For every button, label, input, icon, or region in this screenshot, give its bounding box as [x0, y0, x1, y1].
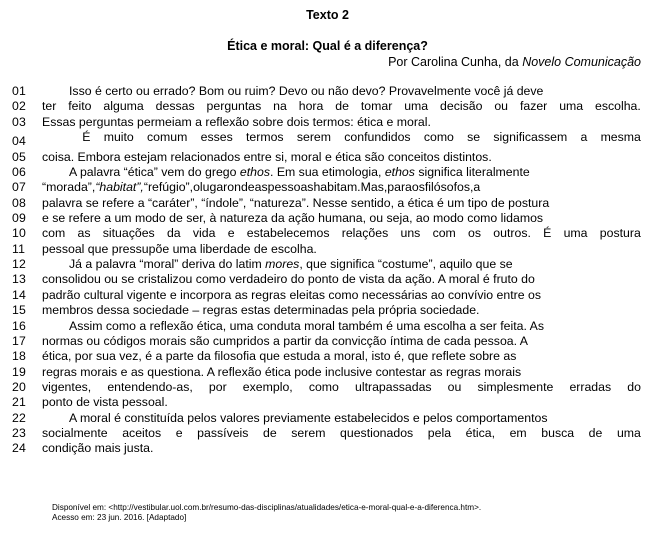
word: exemplo,	[242, 379, 293, 394]
text-run: Assim como a reflexão ética, uma conduta moral também é uma escolha a ser feita. As	[69, 318, 545, 333]
text-run: os	[411, 180, 425, 195]
word: mesma	[600, 130, 641, 145]
line-number: 03	[12, 114, 27, 129]
word: e	[227, 226, 235, 241]
word: ou	[447, 379, 462, 394]
line-content	[42, 441, 153, 456]
text-run: significa literalmente	[414, 165, 530, 180]
text-line	[12, 226, 641, 241]
word: e	[175, 425, 183, 440]
text-line	[12, 115, 641, 130]
text-line	[12, 380, 641, 395]
line-number: 19	[12, 364, 27, 379]
line-text	[42, 426, 641, 441]
word: confundidos	[344, 130, 411, 145]
text-line	[12, 130, 641, 150]
line-content	[42, 165, 530, 180]
byline-publication: Novelo Comunicação	[522, 55, 641, 69]
word: hora	[298, 99, 324, 114]
line-number: 05	[12, 149, 27, 164]
line-content	[42, 288, 541, 303]
word: estabelecemos	[246, 226, 330, 241]
line-text	[42, 349, 641, 364]
line-text	[42, 303, 641, 318]
line-content	[42, 242, 317, 257]
text-line	[12, 395, 641, 410]
text-line	[12, 150, 641, 165]
text-line	[12, 441, 641, 456]
text-run: condição mais justa.	[42, 441, 154, 456]
line-text	[42, 365, 641, 380]
word: É	[82, 130, 91, 145]
line-text	[42, 441, 641, 456]
line-text	[42, 272, 641, 287]
text-run: lugar	[199, 180, 228, 195]
text-run: filósofos,	[424, 180, 474, 195]
word: por	[208, 379, 227, 394]
word: vida	[192, 226, 216, 241]
text-line	[12, 288, 641, 303]
word: passíveis	[197, 425, 249, 440]
text-run: pessoal que pressupõe uma liberdade de escolha.	[42, 241, 317, 256]
word: em	[509, 425, 527, 440]
line-content	[42, 334, 528, 349]
text-line	[12, 180, 641, 195]
line-text	[42, 99, 641, 114]
line-number: 09	[12, 211, 27, 226]
line-number: 14	[12, 287, 27, 302]
text-run: a	[473, 180, 481, 195]
word: alguma	[103, 99, 144, 114]
word: de	[588, 425, 603, 440]
line-content	[42, 272, 535, 287]
word: ultrapassadas	[355, 379, 432, 394]
text-run: , que significa “costume”, aquilo que se	[299, 257, 513, 272]
text-run: palavra se refere a “caráter”, “índole”, “natureza”. Nesse sentido, a ética é um tipo de postura	[42, 195, 550, 210]
text-line	[12, 84, 641, 99]
word: serem	[291, 425, 326, 440]
text-run: ponto de vista pessoal.	[42, 395, 168, 410]
word: significassem	[493, 130, 568, 145]
text-run: regras morais e as questiona. A reflexão ética pode inclusive contestar as regras morais	[42, 364, 522, 379]
line-text	[42, 242, 641, 257]
text-line	[12, 165, 641, 180]
word: feito	[68, 99, 92, 114]
word: simplesmente	[477, 379, 554, 394]
source-citation	[52, 503, 481, 524]
word: outros.	[493, 226, 531, 241]
line-number: 13	[12, 272, 27, 287]
text-line	[12, 334, 641, 349]
text-line	[12, 242, 641, 257]
word: questionados	[340, 425, 414, 440]
line-number: 12	[12, 257, 27, 272]
word: se	[467, 130, 481, 145]
word: vigentes,	[42, 379, 92, 394]
line-text	[42, 257, 641, 272]
text-line	[12, 365, 641, 380]
text-run: e se refere a um modo de ser, à natureza da ação humana, ou seja, ao modo como lidamos	[42, 211, 544, 226]
word: ou	[494, 99, 509, 114]
word: com	[432, 226, 456, 241]
text-run: Isso é certo ou errado? Bom ou ruim? Devo ou não devo? Provavelmente você já deve	[69, 84, 544, 98]
line-text	[42, 226, 641, 241]
line-number: 22	[12, 410, 27, 425]
line-content	[42, 180, 480, 195]
word: ética,	[465, 425, 496, 440]
text-run: o	[193, 180, 200, 195]
word: escolha.	[595, 99, 641, 114]
line-text	[42, 150, 641, 165]
word: uma	[559, 99, 584, 114]
word: na	[273, 99, 287, 114]
word: tomar	[360, 99, 393, 114]
line-number: 24	[12, 441, 27, 456]
text-line	[12, 99, 641, 114]
italic-term: mores	[265, 257, 300, 272]
text-line	[12, 349, 641, 364]
word: da	[166, 226, 181, 241]
line-number: 04	[12, 134, 27, 149]
word: comum	[147, 130, 188, 145]
line-content	[42, 349, 516, 364]
word: pela	[427, 425, 452, 440]
text-line	[12, 211, 641, 226]
line-number: 15	[12, 303, 27, 318]
line-text	[42, 115, 641, 130]
word: uma	[616, 425, 641, 440]
word: fazer	[519, 99, 548, 114]
line-content	[42, 395, 168, 410]
word: como	[423, 130, 454, 145]
word: do	[627, 379, 641, 394]
word: os	[468, 226, 482, 241]
text-run: . Em sua etimologia,	[269, 165, 385, 180]
text-line	[12, 272, 641, 287]
line-text	[42, 84, 641, 99]
word: de	[263, 425, 277, 440]
text-run: as	[254, 180, 268, 195]
line-number: 10	[12, 226, 27, 241]
word: uns	[400, 226, 421, 241]
source-access-line: Acesso em: 23 jun. 2016. [Adaptado]	[52, 513, 187, 523]
line-text	[42, 130, 641, 145]
line-content	[42, 84, 543, 99]
document-header: Texto 2	[306, 8, 349, 22]
line-content	[42, 150, 492, 165]
text-run: consolidou ou se cristalizou como verdadeiro do ponto de vista da ação. A moral é fruto do	[42, 272, 535, 287]
word: É	[543, 226, 552, 241]
word: perguntas	[206, 99, 262, 114]
byline-author: Por Carolina Cunha, da	[388, 55, 523, 69]
text-run: A palavra “ética” vem do grego	[69, 165, 240, 180]
text-line	[12, 319, 641, 334]
text-run: Essas perguntas permeiam a reflexão sobre dois termos: ética e moral.	[42, 114, 431, 129]
text-run: pessoas	[267, 180, 314, 195]
text-run: Já a palavra “moral” deriva do latim	[69, 257, 266, 272]
word: serem	[296, 130, 331, 145]
line-content	[42, 211, 543, 226]
line-content	[42, 319, 544, 334]
word: relações	[341, 226, 389, 241]
italic-term: “habitat”,	[95, 180, 144, 195]
word: com	[42, 226, 66, 241]
line-text	[42, 395, 641, 410]
word: decisão	[440, 99, 483, 114]
line-number: 20	[12, 379, 27, 394]
word: aceitos	[122, 425, 162, 440]
line-number: 06	[12, 165, 27, 180]
text-line	[12, 411, 641, 426]
text-run: habitam.	[313, 180, 361, 195]
line-text	[42, 196, 641, 211]
word: situações	[102, 226, 155, 241]
article-body	[0, 84, 655, 457]
line-number: 08	[12, 195, 27, 210]
word: entendendo-as,	[107, 379, 193, 394]
line-text	[42, 165, 641, 180]
text-run: membros dessa sociedade – regras estas determinadas pela própria sociedade.	[42, 303, 480, 318]
word: busca	[541, 425, 575, 440]
word: de	[335, 99, 349, 114]
word: como	[308, 379, 339, 394]
line-text	[42, 288, 641, 303]
word: erradas	[569, 379, 612, 394]
text-line	[12, 426, 641, 441]
byline	[0, 53, 655, 70]
line-number: 23	[12, 425, 27, 440]
text-line	[12, 257, 641, 272]
text-run: “morada”,	[42, 180, 96, 195]
word: socialmente	[42, 425, 108, 440]
text-run: A moral é constituída pelos valores previamente estabelecidos e pelos comportamentos	[69, 410, 548, 425]
line-text	[42, 211, 641, 226]
line-content	[42, 257, 513, 272]
text-run: coisa. Embora estejam relacionados entre si, moral e ética são conceitos distintos.	[42, 149, 492, 164]
line-number: 18	[12, 349, 27, 364]
text-run: Mas,	[360, 180, 388, 195]
line-text	[42, 334, 641, 349]
word: postura	[599, 226, 641, 241]
text-run: “refúgio”,	[143, 180, 194, 195]
line-content	[42, 303, 479, 318]
line-number: 07	[12, 180, 27, 195]
text-run: padrão cultural vigente e incorpora as regras eleitas como necessárias ao convívio entre os	[42, 287, 541, 302]
line-text	[42, 180, 641, 195]
source-url-line: Disponível em: <http://vestibular.uol.com.br/resumo-das-disciplinas/atualidades/etica-e-moral-qual-e-a-diferenca.htm>.	[52, 503, 482, 512]
text-run: para	[387, 180, 412, 195]
paragraph-indent	[42, 130, 69, 145]
line-text	[42, 319, 641, 334]
line-content	[42, 196, 549, 211]
text-run: normas ou códigos morais são cumpridos a partir da convicção íntima de cada pessoa. A	[42, 333, 528, 348]
text-run: onde	[227, 180, 255, 195]
line-content	[42, 411, 547, 426]
word: uma	[563, 226, 588, 241]
line-number: 02	[12, 99, 27, 114]
word: muito	[103, 130, 134, 145]
line-number: 16	[12, 318, 27, 333]
word: uma	[404, 99, 429, 114]
word: termos	[245, 130, 284, 145]
italic-term: ethos	[384, 165, 415, 180]
line-content	[42, 115, 431, 130]
page-title: Ética e moral: Qual é a diferença?	[227, 39, 428, 53]
line-number: 21	[12, 395, 27, 410]
line-number: 01	[12, 84, 27, 98]
word: ter	[42, 99, 57, 114]
line-number: 11	[12, 241, 26, 256]
text-run: ética, por sua vez, é a parte da filosofia que estuda a moral, isto é, que reflete sobre as	[42, 349, 517, 364]
word: as	[77, 226, 91, 241]
line-content	[42, 365, 521, 380]
line-text	[42, 411, 641, 426]
word: esses	[200, 130, 233, 145]
text-line	[12, 303, 641, 318]
text-line	[12, 196, 641, 211]
line-number: 17	[12, 333, 27, 348]
word: a	[580, 130, 588, 145]
italic-term: ethos	[239, 165, 270, 180]
line-text	[42, 380, 641, 395]
word: dessas	[155, 99, 195, 114]
